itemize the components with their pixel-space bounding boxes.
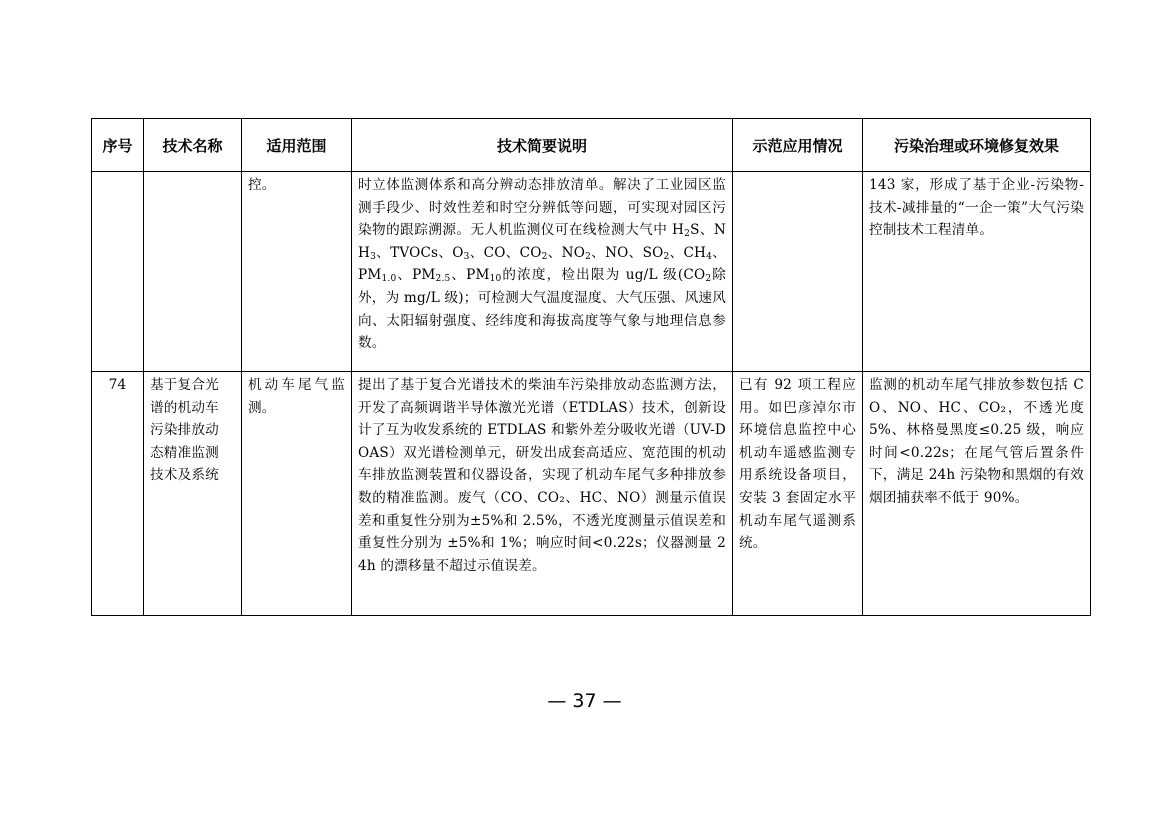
row2-effect: 监测的机动车尾气排放参数包括 CO、NO、HC、CO₂，不透光度 5%、林格曼黑度≤0.25 级，响应时间<0.22s；在尾气管后置条件下，满足 24h 污染物和黑烟的有效烟团捕获率不低于 90%。 <box>863 372 1091 616</box>
row1-name <box>144 172 242 372</box>
row1-number <box>92 172 144 372</box>
row1-demo <box>733 172 863 372</box>
table-row <box>92 172 1091 372</box>
row2-scope: 机动车尾气监测。 <box>242 372 352 616</box>
table-row <box>92 372 1091 616</box>
row1-scope: 控。 <box>242 172 352 372</box>
row2-description: 提出了基于复合光谱技术的柴油车污染排放动态监测方法，开发了高频调谐半导体激光光谱（ETDLAS）技术，创新设计了互为收发系统的 ETDLAS 和紫外差分吸收光谱（UV-DOAS）双光谱检测单元，研发出成套高适应、宽范围的机动车排放监测装置和仪器设备，实现了机动车尾气多种排放参数的精准监测。废气（CO、CO₂、HC、NO）测量示值误差和重复性分别为±5%和 2.5%，不透光度测量示值误差和重复性分别为 ±5%和 1%；响应时间<0.22s；仪器测量 24h 的漂移量不超过示值误差。 <box>352 372 733 616</box>
header-description: 技术简要说明 <box>352 119 733 172</box>
row2-name: 基于复合光 谱的机动车 污染排放动 态精准监测 技术及系统 <box>144 372 242 616</box>
header-demo: 示范应用情况 <box>733 119 863 172</box>
row2-demo: 已有 92 项工程应用。如巴彦淖尔市环境信息监控中心机动车遥感监测专用系统设备项目，安装 3 套固定水平机动车尾气遥测系统。 <box>733 372 863 616</box>
row2-number: 74 <box>92 372 144 616</box>
header-number: 序号 <box>92 119 144 172</box>
row1-description: 时立体监测体系和高分辨动态排放清单。解决了工业园区监测手段少、时效性差和时空分辨低等问题，可实现对园区污染物的跟踪溯源。无人机监测仪可在线检测大气中 $H_2S$、$NH_3$、TVOCs、$O_3$、CO、$CO_2$、$NO_2$、NO、$SO_2$、$CH_4$、$PM_{1.0}$、$PM_{2.5}$、$PM_{10}$的浓度，检出限为 ug/L 级($CO_2$除外，为 mg/L 级)；可检测大气温度湿度、大气压强、风速风向、太阳辐射强度、经纬度和海拔高度等气象与地理信息参数。 <box>352 172 733 372</box>
row1-effect: 143 家，形成了基于企业-污染物-技术-减排量的“一企一策”大气污染控制技术工程清单。 <box>863 172 1091 372</box>
technology-table <box>91 118 1091 616</box>
table-header-row <box>92 119 1091 172</box>
header-scope: 适用范围 <box>242 119 352 172</box>
header-tech-name: 技术名称 <box>144 119 242 172</box>
header-effect: 污染治理或环境修复效果 <box>863 119 1091 172</box>
page-number: — 37 — <box>547 690 622 712</box>
